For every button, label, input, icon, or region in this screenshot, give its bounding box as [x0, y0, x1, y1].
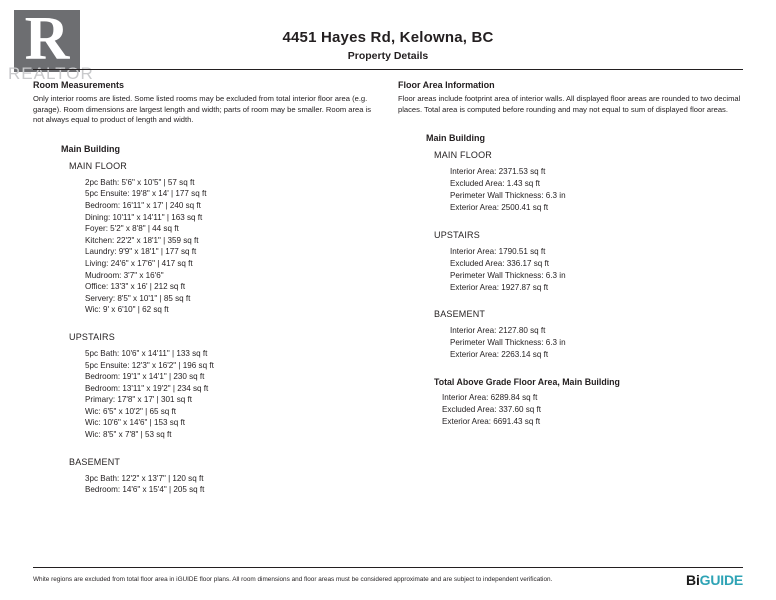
iguide-logo-g: G [699, 572, 711, 588]
page-subtitle: Property Details [347, 50, 429, 62]
room-list [33, 473, 383, 496]
area-block-upstairs [398, 230, 748, 294]
list-item: Mudroom: 3'7" x 16'6" [85, 270, 164, 280]
realtor-logo-watermark: REALTOR [8, 64, 94, 80]
list-item: Wic: 6'5" x 10'2" | 65 sq ft [85, 406, 177, 416]
list-item: Exterior Area: 2263.14 sq ft [450, 350, 549, 360]
area-block-basement [398, 309, 748, 361]
area-list [398, 246, 748, 294]
list-item: Interior Area: 2371.53 sq ft [450, 167, 546, 177]
floor-area-building-group [398, 133, 748, 428]
list-item: 2pc Bath: 5'6" x 10'5" | 57 sq ft [85, 177, 195, 187]
floor-block-basement [33, 457, 383, 496]
list-item: Office: 13'3" x 16' | 212 sq ft [85, 282, 186, 292]
list-item: Living: 24'6" x 17'6" | 417 sq ft [85, 258, 193, 268]
list-item: Perimeter Wall Thickness: 6.3 in [450, 338, 566, 348]
building-title: Main Building [61, 143, 120, 154]
list-item: Perimeter Wall Thickness: 6.3 in [450, 191, 566, 200]
room-measurements-column [33, 80, 383, 512]
totals-title: Total Above Grade Floor Area, Main Building [434, 377, 620, 388]
list-item: 3pc Bath: 12'2" x 13'7" | 120 sq ft [85, 473, 204, 483]
iguide-logo-prefix: Bi [686, 572, 700, 588]
floor-block-upstairs [33, 332, 383, 441]
list-item: Wic: 8'5" x 7'8" | 53 sq ft [85, 430, 172, 440]
list-item: Interior Area: 1790.51 sq ft [450, 246, 546, 256]
totals-list [398, 392, 748, 428]
room-list [33, 177, 383, 316]
list-item: Excluded Area: 337.60 sq ft [442, 405, 541, 415]
floor-title: MAIN FLOOR [69, 160, 128, 171]
iguide-logo-suffix: UIDE [710, 572, 743, 588]
floor-title: BASEMENT [69, 456, 121, 467]
floor-title: UPSTAIRS [434, 229, 480, 240]
list-item: Bedroom: 19'1" x 14'1" | 230 sq ft [85, 372, 205, 382]
list-item: Wic: 9' x 6'10" | 62 sq ft [85, 305, 169, 315]
room-measurements-building-group [33, 144, 383, 496]
building-title: Main Building [426, 133, 485, 144]
floor-area-note: Floor areas include footprint area of interior walls. All displayed floor areas are rounded to two decimal places. Total area is computed before rounding and may not equal to sum of displayed floor areas. [398, 94, 741, 114]
totals-block [398, 377, 748, 428]
list-item: 5pc Ensuite: 19'8" x 14' | 177 sq ft [85, 189, 207, 199]
floor-area-column [398, 80, 748, 444]
list-item: Excluded Area: 336.17 sq ft [450, 258, 549, 268]
list-item: Exterior Area: 6691.43 sq ft [442, 416, 541, 426]
floor-block-main [33, 161, 383, 316]
floor-area-heading: Floor Area Information [398, 80, 495, 90]
list-item: Excluded Area: 1.43 sq ft [450, 179, 540, 189]
list-item: Bedroom: 13'11" x 19'2" | 234 sq ft [85, 383, 209, 393]
list-item: Foyer: 5'2" x 8'8" | 44 sq ft [85, 224, 179, 234]
list-item: Interior Area: 6289.84 sq ft [442, 393, 538, 403]
header-divider [33, 69, 743, 70]
list-item: Kitchen: 22'2" x 18'1" | 359 sq ft [85, 235, 199, 245]
list-item: Exterior Area: 1927.87 sq ft [450, 282, 549, 292]
area-list [398, 166, 748, 214]
iguide-logo [686, 572, 743, 588]
list-item: Laundry: 9'9" x 18'1" | 177 sq ft [85, 247, 197, 257]
footer-divider [33, 567, 743, 568]
page-title: 4451 Hayes Rd, Kelowna, BC [282, 29, 494, 46]
list-item: Dining: 10'11" x 14'11" | 163 sq ft [85, 212, 203, 222]
list-item: Perimeter Wall Thickness: 6.3 in [450, 270, 566, 280]
area-list [398, 325, 748, 361]
floor-title: MAIN FLOOR [434, 150, 493, 161]
room-measurements-heading: Room Measurements [33, 80, 125, 90]
floor-title: BASEMENT [434, 309, 486, 320]
list-item: Bedroom: 14'6" x 15'4" | 205 sq ft [85, 485, 205, 495]
list-item: Wic: 10'6" x 14'6" | 153 sq ft [85, 418, 186, 428]
list-item: Servery: 8'5" x 10'1" | 85 sq ft [85, 293, 191, 303]
list-item: Primary: 17'8" x 17' | 301 sq ft [85, 395, 193, 405]
list-item: Bedroom: 16'11" x 17' | 240 sq ft [85, 200, 201, 210]
list-item: Interior Area: 2127.80 sq ft [450, 326, 546, 336]
room-list [33, 348, 383, 441]
room-measurements-note: Only interior rooms are listed. Some listed rooms may be excluded from total interior floor area (e.g. garage). Room dimensions are largest length and width; parts of room may be smaller. Room area is not always equal to product of length and width. [33, 94, 372, 125]
list-item: 5pc Bath: 10'6" x 14'11" | 133 sq ft [85, 348, 208, 358]
realtor-logo-letter: R [14, 10, 80, 72]
footer-disclaimer: White regions are excluded from total floor area in iGUIDE floor plans. All room dimensions and floor areas must be considered approximate and are subject to independent verification. [33, 576, 553, 583]
list-item: 5pc Ensuite: 12'3" x 16'2" | 196 sq ft [85, 360, 214, 370]
floor-title: UPSTAIRS [69, 331, 115, 342]
list-item: Exterior Area: 2500.41 sq ft [450, 202, 549, 212]
area-block-main [398, 150, 748, 214]
